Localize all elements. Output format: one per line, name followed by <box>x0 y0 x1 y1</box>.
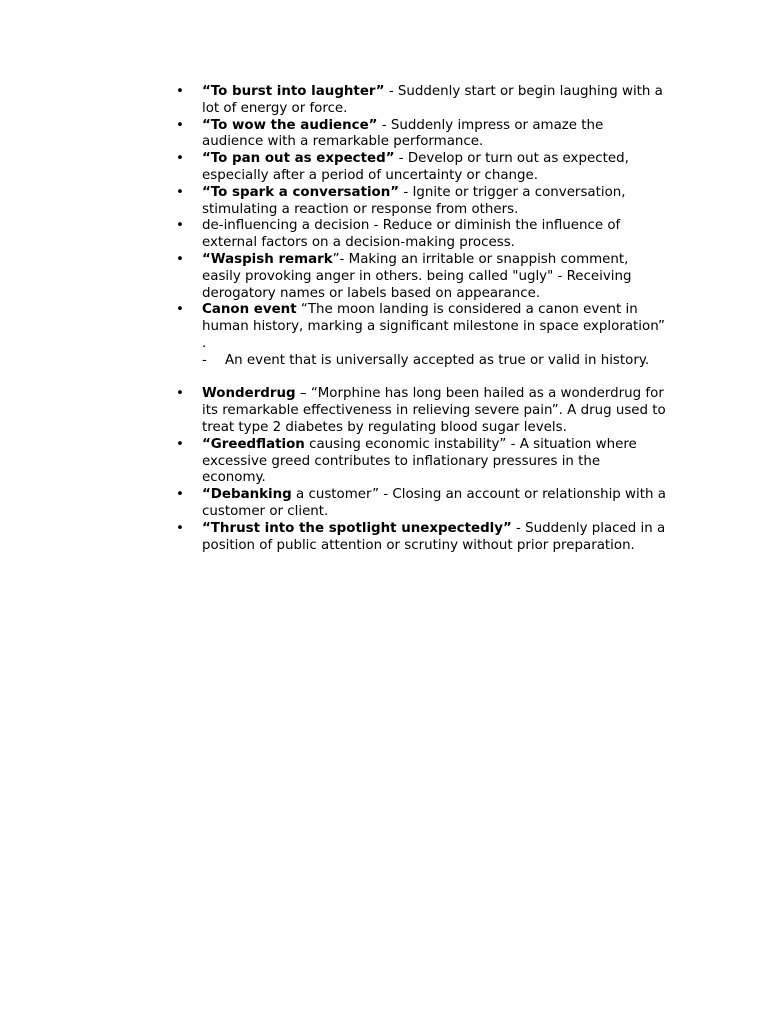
list-item <box>176 487 666 521</box>
term: “To burst into laughter” <box>202 84 385 99</box>
definition: - Suddenly start or begin laughing with a lot of energy or force. <box>202 84 663 116</box>
term: “To spark a conversation” <box>202 184 400 200</box>
list-item <box>176 521 666 555</box>
definition-list <box>176 84 666 554</box>
bullet: • <box>176 218 184 234</box>
bullet: • <box>176 487 184 503</box>
sub-list <box>202 353 666 370</box>
definition: ”- Making an irritable or snappish comment, easily provoking anger in others. being called "ugly" - Receiving derogatory names or labels based on appearance. <box>202 251 632 301</box>
dash-marker: - <box>202 352 207 368</box>
term: “To wow the audience” <box>202 117 378 133</box>
definition: causing economic instability” - A situation where excessive greed contributes to inflationary pressures in the economy. <box>202 436 637 486</box>
bullet: • <box>176 436 184 452</box>
term: “Thrust into the spotlight unexpectedly” <box>202 520 512 536</box>
bullet: • <box>176 84 184 99</box>
sub-definition: An event that is universally accepted as true or valid in history. <box>225 352 650 368</box>
definition: – “Morphine has long been hailed as a wonderdrug for its remarkable effectiveness in relieving severe pain”. A drug used to treat type 2 diabetes by regulating blood sugar levels. <box>202 386 666 435</box>
definition: de-influencing a decision - Reduce or diminish the influence of external factors on a decision-making process. <box>202 218 621 251</box>
bullet: • <box>176 520 184 536</box>
definition: - Develop or turn out as expected, especially after a period of uncertainty or change. <box>202 151 629 183</box>
definition: - Suddenly placed in a position of public attention or scrutiny without prior preparation. <box>202 520 666 553</box>
bullet: • <box>176 151 184 167</box>
term: “To pan out as expected” <box>202 151 395 167</box>
definition: “The moon landing is considered a canon event in human history, marking a significant milestone in space exploration” . <box>202 302 665 351</box>
sub-list-item <box>202 353 666 370</box>
list-item <box>176 437 666 487</box>
bullet: • <box>176 386 184 402</box>
bullet: • <box>176 117 184 133</box>
list-item <box>176 386 666 436</box>
list-item <box>176 302 666 386</box>
list-item <box>176 252 666 302</box>
blank-line <box>202 370 666 387</box>
definition: - Ignite or trigger a conversation, stimulating a reaction or response from others. <box>202 184 626 217</box>
list-item <box>176 118 666 152</box>
term: Wonderdrug <box>202 386 296 402</box>
term: “Waspish remark <box>202 251 333 267</box>
list-item <box>176 151 666 185</box>
term: “Debanking <box>202 487 292 503</box>
definition: - Suddenly impress or amaze the audience with a remarkable performance. <box>202 117 604 150</box>
term: “Greedflation <box>202 436 305 452</box>
term: Canon event <box>202 302 297 318</box>
list-item <box>176 185 666 219</box>
list-item <box>176 218 666 252</box>
list-item <box>176 84 666 118</box>
bullet: • <box>176 302 184 318</box>
definition: a customer” - Closing an account or relationship with a customer or client. <box>202 487 666 519</box>
bullet: • <box>176 184 184 200</box>
bullet: • <box>176 251 184 267</box>
